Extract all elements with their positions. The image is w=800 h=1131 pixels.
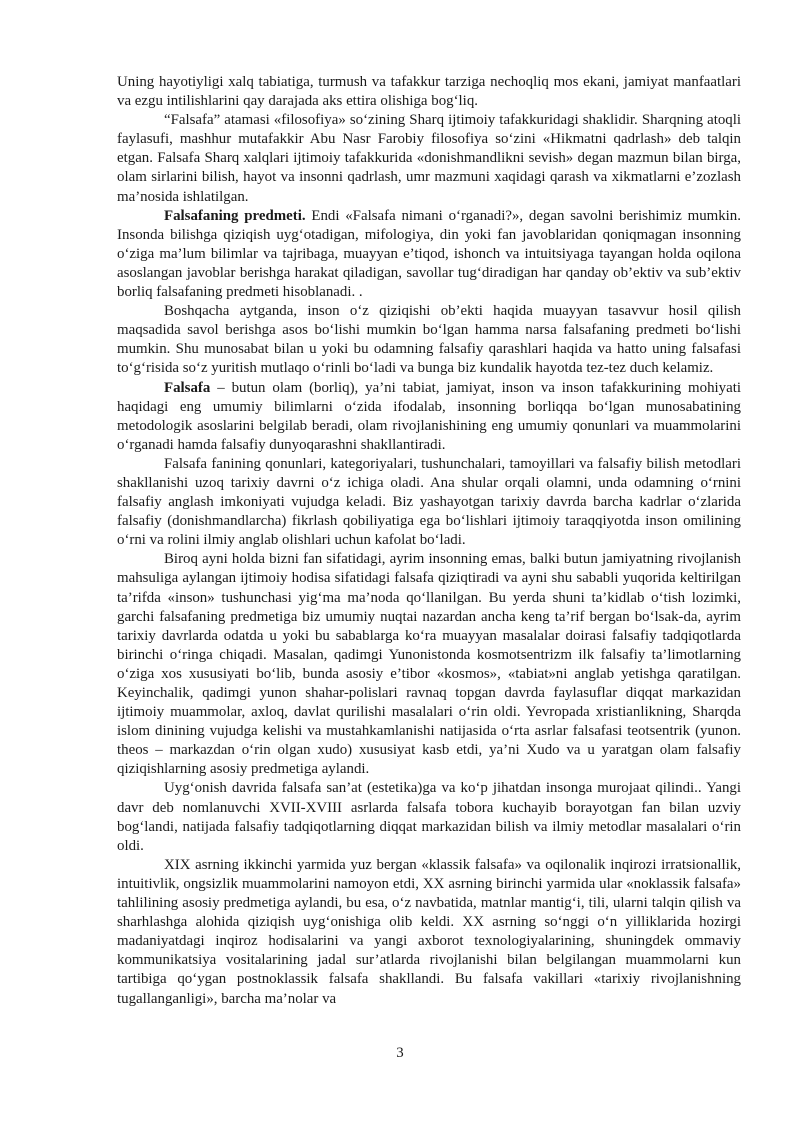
paragraph-text: Biroq ayni holda bizni fan sifatidagi, ayrim insonning emas, balki butun jamiyatning rivojlanish mahsuliga aylangan ijtimoiy hodisa sifatidagi falsafa qiziqtiradi va ayni shu sababli yuqorida keltirilgan ta’rifda «inson» tushunchasi yig‘ma ma’noda qo‘llanilgan. Bu yerda shuni ta’kidlab o‘tish lozimki, garchi falsafaning predmetiga biz umumiy nuqtai nazardan ancha keng ta’rif bergan bo‘lsak-da, ayrim tarixiy davrlarda odatda u yoki bu sabablarga ko‘ra muayyan masalalar doirasi falsafiy tadqiqotlarda birinchi o‘ringa chiqadi. Masalan, qadimgi Yunonistonda kosmotsentrizm ilk falsafiy ta’limotlarning o‘ziga xos xususiyati bo‘lib, bunda asosiy e’tibor «kosmos», «tabiat»ni anglab yetishga qaratilgan. Keyinchalik, qadimgi yunon shahar-polislari ravnaq topgan davrda faylasuflar diqqat markazidan ijtimoiy muammolar, axloq, davlat qurilishi masalalari o‘rin oldi. Yevropada xristianlikning, Sharqda islom dinining vujudga kelishi va mustahkamlanishi natijasida o‘rta asrlar falsafasi teotsentrik (yunon. theos – markazdan o‘rin olgan xudo) xususiyat kasb etdi, ya’ni Xudo va u yaratgan olam falsafiy qiziqishlarning asosiy predmetiga aylandi. <box>117 551 741 778</box>
paragraph-8 <box>117 779 741 855</box>
paragraph-text: Boshqacha aytganda, inson o‘z qiziqishi ob’ekti haqida muayyan tasavvur hosil qilish maqsadida savol berishga asos bo‘lishi mumkin bo‘lgan hamma narsa falsafaning predmeti bo‘lishi mumkin. Shu munosabat bilan u yoki bu odamning falsafiy qarashlari haqida va hatto uning falsafasi to‘g‘risida so‘z yuritish mutlaqo o‘rinli bo‘ladi va bunga biz kundalik hayotda tez-tez duch kelamiz. <box>117 303 741 377</box>
paragraph-text: Uyg‘onish davrida falsafa san’at (estetika)ga va ko‘p jihatdan insonga murojaat qilindi.. Yangi davr deb nomlanuvchi XVII-XVIII asrlarda falsafa tobora kuchayib borayotgan fan bilan uzviy bog‘landi, natijada falsafiy tadqiqotlarning diqqat markazidan bilish va ilmiy metodlar masalalari o‘rin oldi. <box>117 780 741 854</box>
paragraph-5 <box>117 379 741 455</box>
paragraph-text: “Falsafa” atamasi «filosofiya» so‘zining Sharq ijtimoiy tafakkuridagi shaklidir. Sharqning atoqli faylasufi, mashhur mutafakkir Abu Nasr Farobiy filosofiya so‘zini «Hikmatni qadrlash» deb talqin etgan. Falsafa Sharq xalqlari ijtimoiy tafakkurida «donishmandlikni sevish» degan mazmun bilan birga, olam sirlarini bilish, hayot va insonni qadrlash, umr mazmuni xaqidagi qarash va xikmatlarni e’zozlash ma’nosida ishlatilgan. <box>117 112 741 205</box>
body-text <box>117 73 741 1009</box>
paragraph-text: Endi «Falsafa nimani o‘rganadi?», degan savolni berishimiz mumkin. Insonda bilishga qiziqish uyg‘otadigan, mifologiya, din yoki fan javoblaridan qoniqmagan insonning o‘ziga ma’lum bilimlar va tajribaga, muayyan e’tiqod, ishonch va intuitsiyaga tayangan holda oqilona asoslangan javoblar berishga harakat qiladigan, savollar tug‘diradigan har qanday ob’ektiv va sub’ektiv borliq falsafaning predmeti hisoblanadi. . <box>117 207 741 301</box>
page-number: 3 <box>396 1045 404 1061</box>
paragraph-3 <box>117 207 741 302</box>
paragraph-2 <box>117 111 741 206</box>
paragraph-text: Falsafa fanining qonunlari, kategoriyalari, tushunchalari, tamoyillari va falsafiy bilish metodlari shakllanishi uzoq tarixiy davrni o‘z ichiga oladi. Ana shular orqali olamni, unda odamning o‘rnini falsafiy anglash imkoniyati vujudga keladi. Biz yashayotgan tarixiy davrda barcha kadrlar o‘zlarida falsafiy (donishmandlarcha) fikrlash qobiliyatiga ega bo‘lishlari ijtimoiy taraqqiyotda inson omilining o‘rni va rolini ilmiy anglab olishlari uchun kafolat bo‘ladi. <box>117 455 741 549</box>
paragraph-6 <box>117 455 741 550</box>
paragraph-text: – butun olam (borliq), ya’ni tabiat, jamiyat, inson va inson tafakkurining mohiyati haqidagi eng umumiy bilimlarni o‘zida ifodalab, insonning borliqqa bo‘lgan munosabatining metodologik asoslarini belgilab beradi, olam rivojlanishining eng umumiy qonunlari va muammolarini o‘rganadi hamda falsafiy dunyoqarashni shakllantiradi. <box>117 379 741 453</box>
paragraph-text: XIX asrning ikkinchi yarmida yuz bergan «klassik falsafa» va oqilonalik inqirozi irratsionallik, intuitivlik, ongsizlik muammolarini namoyon etdi, XX asrning birinchi yarmida ular «noklassik falsafa» tahlilining asosiy predmetiga aylandi, bu esa, o‘z navbatida, matnlar mantig‘i, tili, ularni talqin qilish va sharhlashga alohida qiziqish uyg‘onishiga olib keldi. XX asrning so‘nggi o‘n yilliklarida hozirgi madaniyatdagi inqiroz hodisalarini va yangi axborot texnologiyalarining, shuningdek ommaviy kommunikatsiya vositalarining jadal sur’atlarda rivojlanishi bilan belgilangan muammolarni kun tartibiga qo‘ygan postnoklassik falsafa shakllandi. Bu falsafa vakillari «tarixiy rivojlanishning tugallanganligi», barcha ma’nolar va <box>117 856 741 1007</box>
paragraph-1 <box>117 73 741 111</box>
term-falsafa: Falsafa <box>164 379 211 396</box>
section-heading-falsafaning-predmeti: Falsafaning predmeti. <box>164 207 306 224</box>
paragraph-7 <box>117 550 741 779</box>
paragraph-4 <box>117 302 741 378</box>
paragraph-9 <box>117 856 741 1009</box>
paragraph-text: Uning hayotiyligi xalq tabiatiga, turmush va tafakkur tarziga nechoqliq mos ekani, jamiyat manfaatlari va ezgu intilishlarini qay darajada aks ettira olishiga bog‘liq. <box>117 74 741 110</box>
